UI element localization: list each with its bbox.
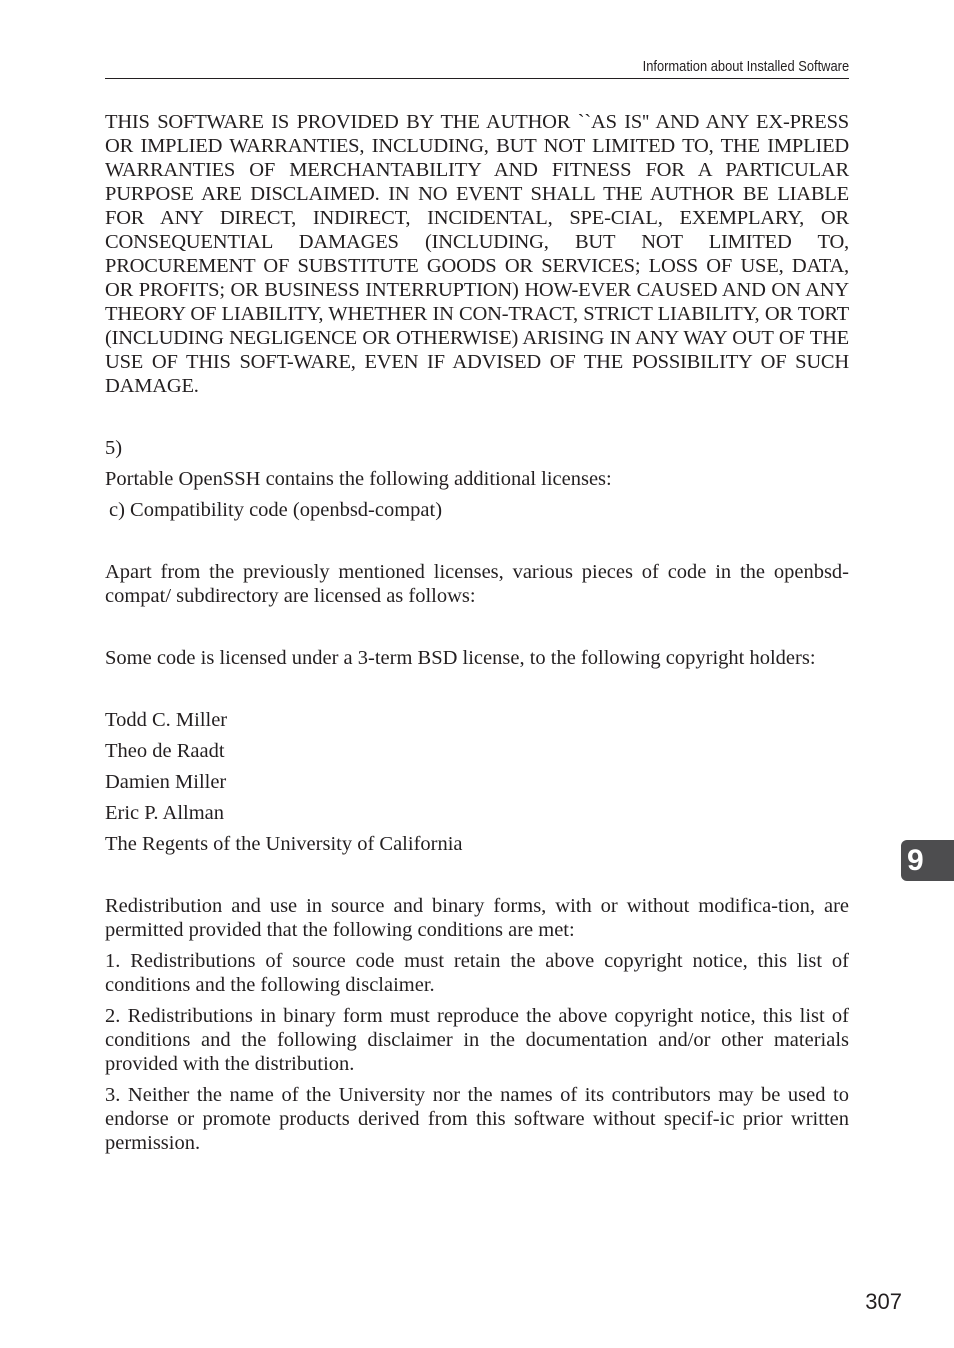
redistribution-intro: Redistribution and use in source and binary forms, with or without modifica-tion, are permitted provided that the following conditions are met: [105,895,849,941]
section-number: 5) [105,437,123,459]
condition-item: 3. Neither the name of the University nor the names of its contributors may be used to endorse or promote products derived from this software without specif-ic prior written permission. [105,1084,849,1154]
chapter-tab [901,840,954,881]
page-content [105,110,849,1155]
holder-item: Damien Miller [105,771,227,793]
holder-item: Eric P. Allman [105,802,225,824]
page-number: 307 [865,1289,902,1314]
bsd-paragraph: Some code is licensed under a 3-term BSD license, to the following copyright holders: [105,647,816,669]
disclaimer-paragraph: THIS SOFTWARE IS PROVIDED BY THE AUTHOR ``AS IS'' AND ANY EX-PRESS OR IMPLIED WARRANTIES, INCLUDING, BUT NOT LIMITED TO, THE IMPLIED WARRANTIES OF MERCHANTABILITY AND FITNESS FOR A PARTICULAR PURPOSE ARE DISCLAIMED. IN NO EVENT SHALL THE AUTHOR BE LIABLE FOR ANY DIRECT, INDIRECT, INCIDENTAL, SPE-CIAL, EXEMPLARY, OR CONSEQUENTIAL DAMAGES (INCLUDING, BUT NOT LIMITED TO, PROCUREMENT OF SUBSTITUTE GOODS OR SERVICES; LOSS OF USE, DATA, OR PROFITS; OR BUSINESS INTERRUPTION) HOW-EVER CAUSED AND ON ANY THEORY OF LIABILITY, WHETHER IN CON-TRACT, STRICT LIABILITY, OR TORT (INCLUDING NEGLIGENCE OR OTHERWISE) ARISING IN ANY WAY OUT OF THE USE OF THIS SOFT-WARE, EVEN IF ADVISED OF THE POSSIBILITY OF SUCH DAMAGE. [105,111,849,397]
holder-item: Todd C. Miller [105,709,228,731]
holder-item: The Regents of the University of California [105,833,463,855]
running-title: Information about Installed Software [642,58,849,75]
chapter-number: 9 [907,844,924,877]
condition-item: 2. Redistributions in binary form must reproduce the above copyright notice, this list of conditions and the following disclaimer in the documentation and/or other materials provided with the distribution. [105,1005,849,1075]
condition-item: 1. Redistributions of source code must retain the above copyright notice, this list of conditions and the following disclaimer. [105,950,849,996]
running-header [105,56,849,79]
openssh-intro: Portable OpenSSH contains the following additional licenses: [105,468,612,490]
apart-paragraph: Apart from the previously mentioned licenses, various pieces of code in the openbsd-compat/ subdirectory are licensed as follows: [105,561,849,607]
compat-item: c) Compatibility code (openbsd-compat) [109,499,443,521]
holder-item: Theo de Raadt [105,740,225,762]
